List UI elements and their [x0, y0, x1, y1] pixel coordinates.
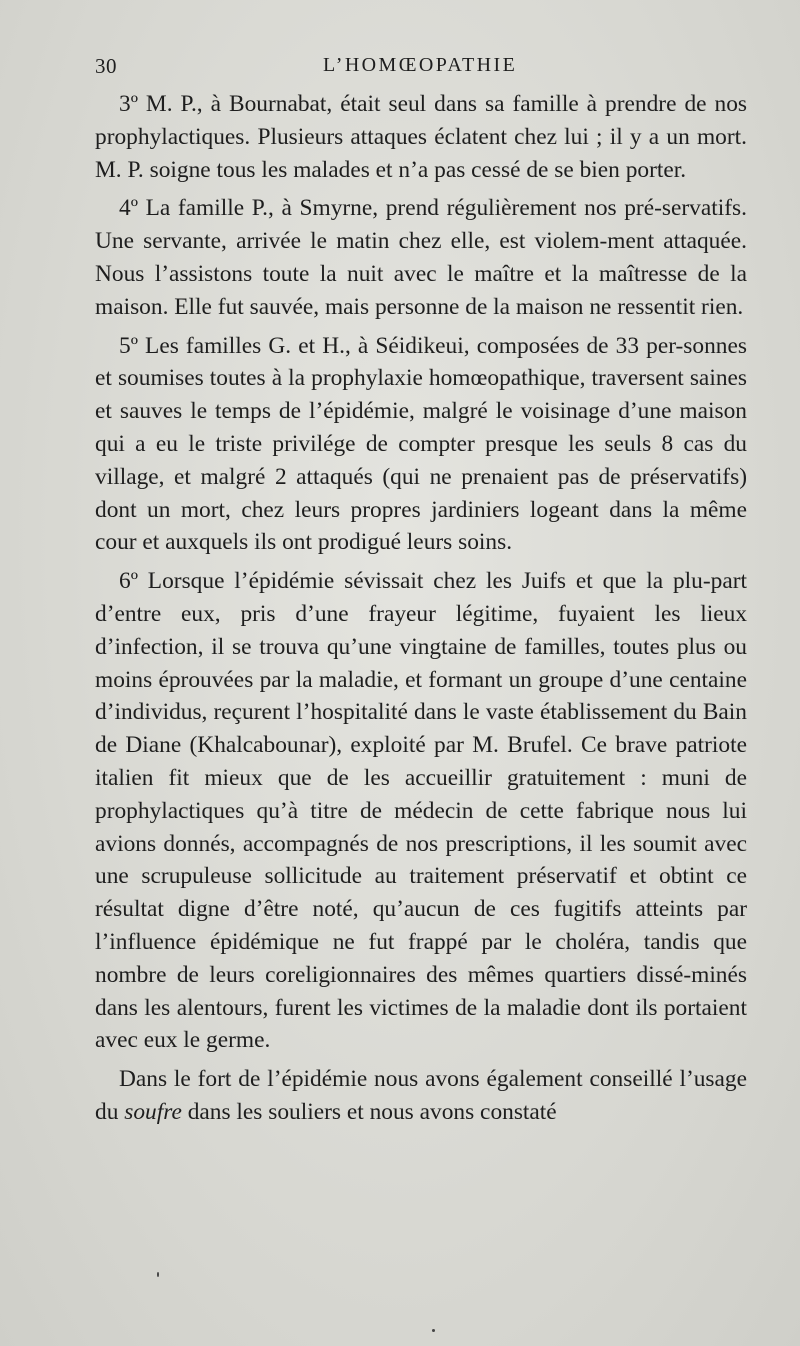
page-number: 30 [95, 54, 117, 78]
running-title: L’HOMŒOPATHIE [323, 54, 518, 76]
paragraph-soufre [95, 1063, 747, 1129]
paper-speck [432, 1329, 435, 1332]
paragraph-soufre-after: dans les souliers et nous avons constaté [181, 1098, 557, 1125]
paper-speck [157, 1272, 159, 1277]
body-text [95, 88, 747, 1129]
paragraph-6: 6º Lorsque l’épidémie sévissait chez les Juifs et que la plu-part d’entre eux, pris d’une frayeur légitime, fuyaient les lieux d’infection, il se trouva qu’une vingtaine de familles, toutes plus ou moins éprouvées par la maladie, et formant un groupe d’une centaine d’individus, reçurent l’hospitalité dans le vaste établissement du Bain de Diane (Khalcabounar), exploité par M. Brufel. Ce brave patriote italien fit mieux que de les accueillir gratuitement : muni de prophylactiques qu’à titre de médecin de cette fabrique nous lui avions donnés, accompagnés de nos prescriptions, il les soumit avec une scrupuleuse sollicitude au traitement préservatif et obtint ce résultat digne d’être noté, qu’aucun de ces fugitifs atteints par l’influence épidémique ne fut frappé par le choléra, tandis que nombre de leurs coreligionnaires des mêmes quartiers dissé-minés dans les alentours, furent les victimes de la maladie dont ils portaient avec eux le germe. [95, 568, 747, 1054]
italic-word-soufre: soufre [124, 1098, 182, 1125]
paragraph-3: 3º M. P., à Bournabat, était seul dans sa famille à prendre de nos prophylactiques. Plusieurs attaques éclatent chez lui ; il y a un mort. M. P. soigne tous les malades et n’a pas cessé de se bien porter. [95, 91, 747, 183]
paragraph-4: 4º La famille P., à Smyrne, prend régulièrement nos pré-servatifs. Une servante, arrivée le matin chez elle, est violem-ment attaquée. Nous l’assistons toute la nuit avec le maître et la maîtresse de la maison. Elle fut sauvée, mais personne de la maison ne ressentit rien. [95, 195, 747, 320]
paragraph-5: 5º Les familles G. et H., à Séidikeui, composées de 33 per-sonnes et soumises toutes à la prophylaxie homœopathique, traversent saines et sauves le temps de l’épidémie, malgré le voisinage d’une maison qui a eu le triste privilége de compter presque les seuls 8 cas du village, et malgré 2 attaqués (qui ne prenaient pas de préservatifs) dont un mort, chez leurs propres jardiniers logeant dans la même cour et auxquels ils ont prodigué leurs soins. [95, 332, 747, 556]
page-header [95, 54, 750, 82]
paragraph-soufre-before: Dans le fort de l’épidémie nous avons également conseillé l’usage du [95, 1066, 747, 1125]
